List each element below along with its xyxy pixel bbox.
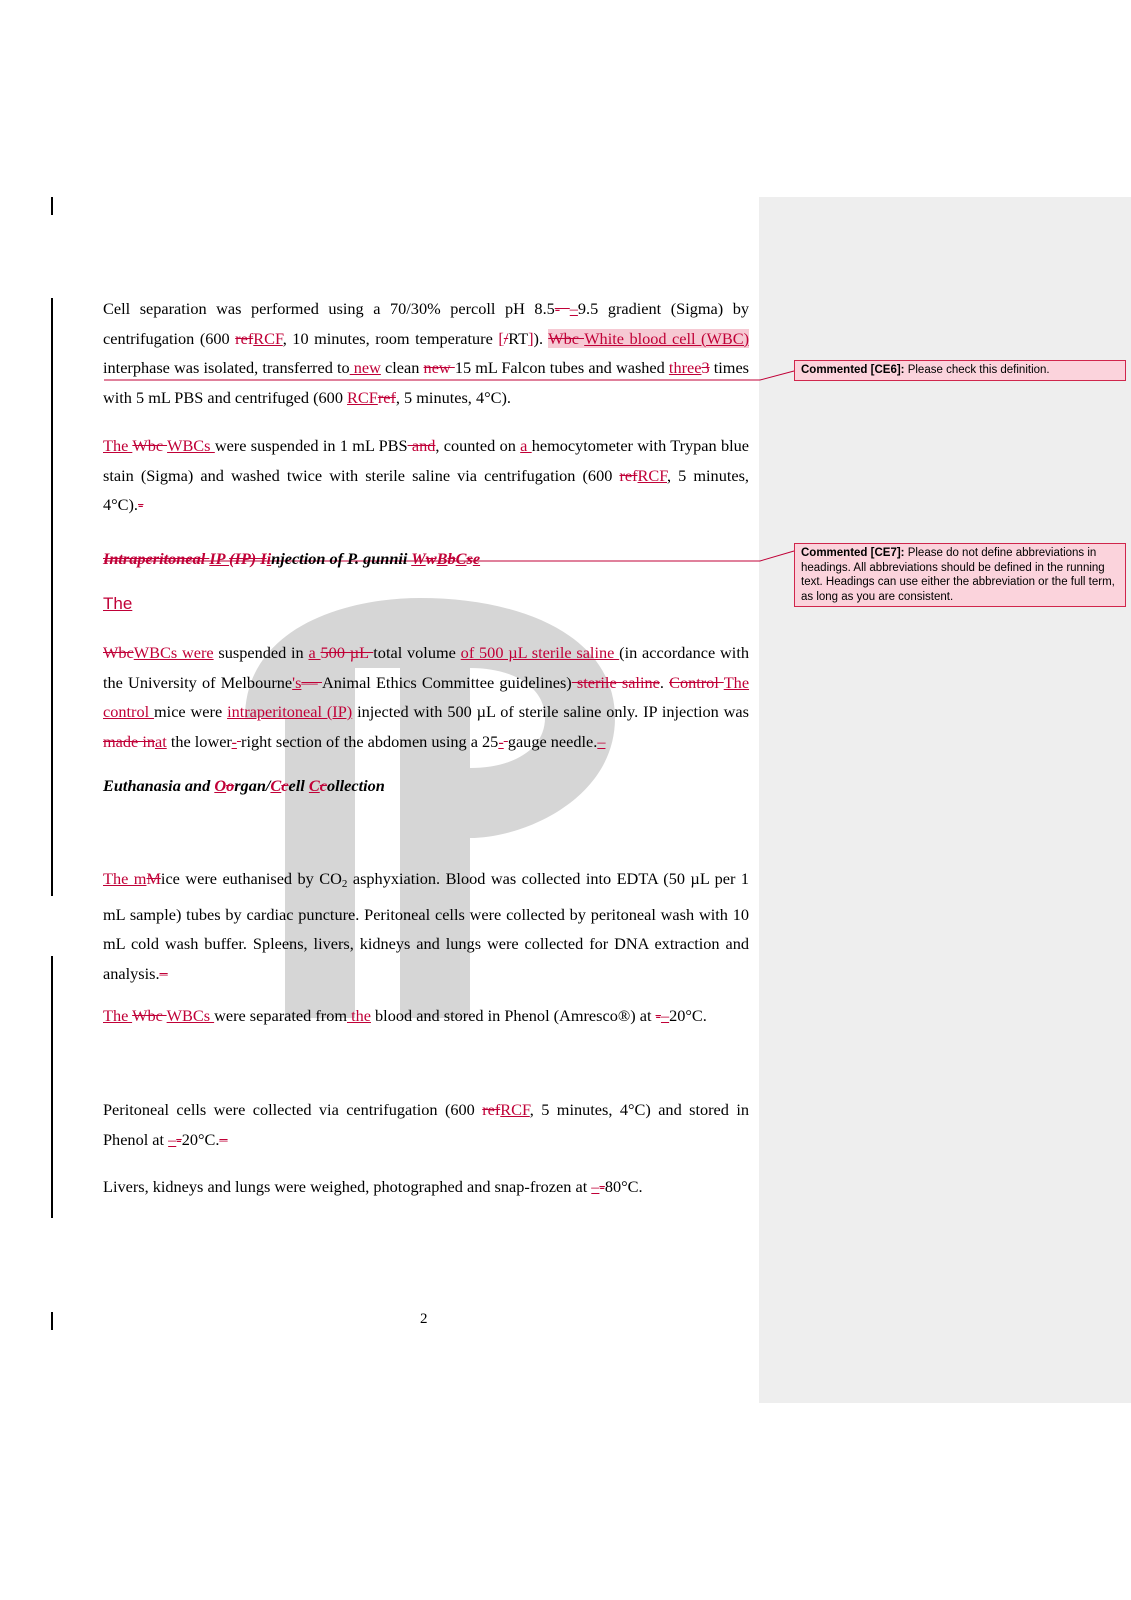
paragraph-peritoneal-cells: Peritoneal cells were collected via centrifugation (600 refRCF, 5 minutes, 4°C) and stored in Phenol at –-20°C.– bbox=[103, 1100, 749, 1149]
comment-text: Please check this definition. bbox=[904, 364, 1050, 376]
comment-label: Commented [CE6]: bbox=[801, 364, 905, 376]
heading-euthanasia: Euthanasia and Oorgan/Ccell Ccollection bbox=[103, 776, 385, 795]
page-number: 2 bbox=[420, 1311, 428, 1327]
comment-balloon-ce7[interactable] bbox=[794, 543, 1126, 607]
paragraph-wbc-phenol: The Wbc WBCs were separated from the blood and stored in Phenol (Amresco®) at -–20°C. bbox=[103, 1006, 707, 1025]
paragraph-wbc-injection: WbcWBCs were suspended in a 500 µL total volume of 500 µL sterile saline (in accordance with the University of Melbourne's— Animal Ethics Committee guidelines) sterile saline. Control The control mice were intraperitoneal (IP) injected with 500 µL of sterile saline only. IP injection was made inat the lower- right section of the abdomen using a 25- gauge needle.– bbox=[103, 643, 750, 751]
comment-label: Commented [CE7]: bbox=[801, 547, 905, 559]
paragraph-organs-frozen: Livers, kidneys and lungs were weighed, photographed and snap-frozen at –-80°C. bbox=[103, 1177, 643, 1196]
inserted-text-the: The bbox=[103, 594, 133, 613]
paragraph-euthanasia: The mMice were euthanised by $CO_2$ asphyxiation. Blood was collected into EDTA (50 µL per 1 mL sample) tubes by cardiac puncture. Peritoneal cells were collected by peritoneal wash with 10 mL cold wash buffer. Spleens, livers, kidneys and lungs were collected for DNA extraction and analysis.– bbox=[103, 869, 749, 983]
paragraph-cell-separation: Cell separation was performed using a 70/30% percoll pH 8.5- –9.5 gradient (Sigma) by centrifugation (600 refRCF, 10 minutes, room temperature [/RT]). Wbc White blood cell (WBC) interphase was isolated, transferred to new clean new 15 mL Falcon tubes and washed three3 times with 5 mL PBS and centrifuged (600 RCFref, 5 minutes, 4°C). bbox=[103, 299, 750, 407]
paragraph-wbc-suspension: The Wbc WBCs were suspended in 1 mL PBS and, counted on a hemocytometer with Trypan blue stain (Sigma) and washed twice with sterile saline via centrifugation (600 refRCF, 5 minutes, 4°C).- bbox=[103, 436, 749, 514]
heading-ip-injection: Intraperitoneal IP (IP) Iinjection of P. gunnii WwBbCse bbox=[103, 549, 481, 568]
comment-text: Please do not define abbreviations in headings. All abbreviations should be defined in the running text. Headings can use either the abbreviation or the full term, as long as you are consistent. bbox=[801, 547, 1115, 603]
comment-balloon-ce6[interactable] bbox=[794, 360, 1126, 381]
